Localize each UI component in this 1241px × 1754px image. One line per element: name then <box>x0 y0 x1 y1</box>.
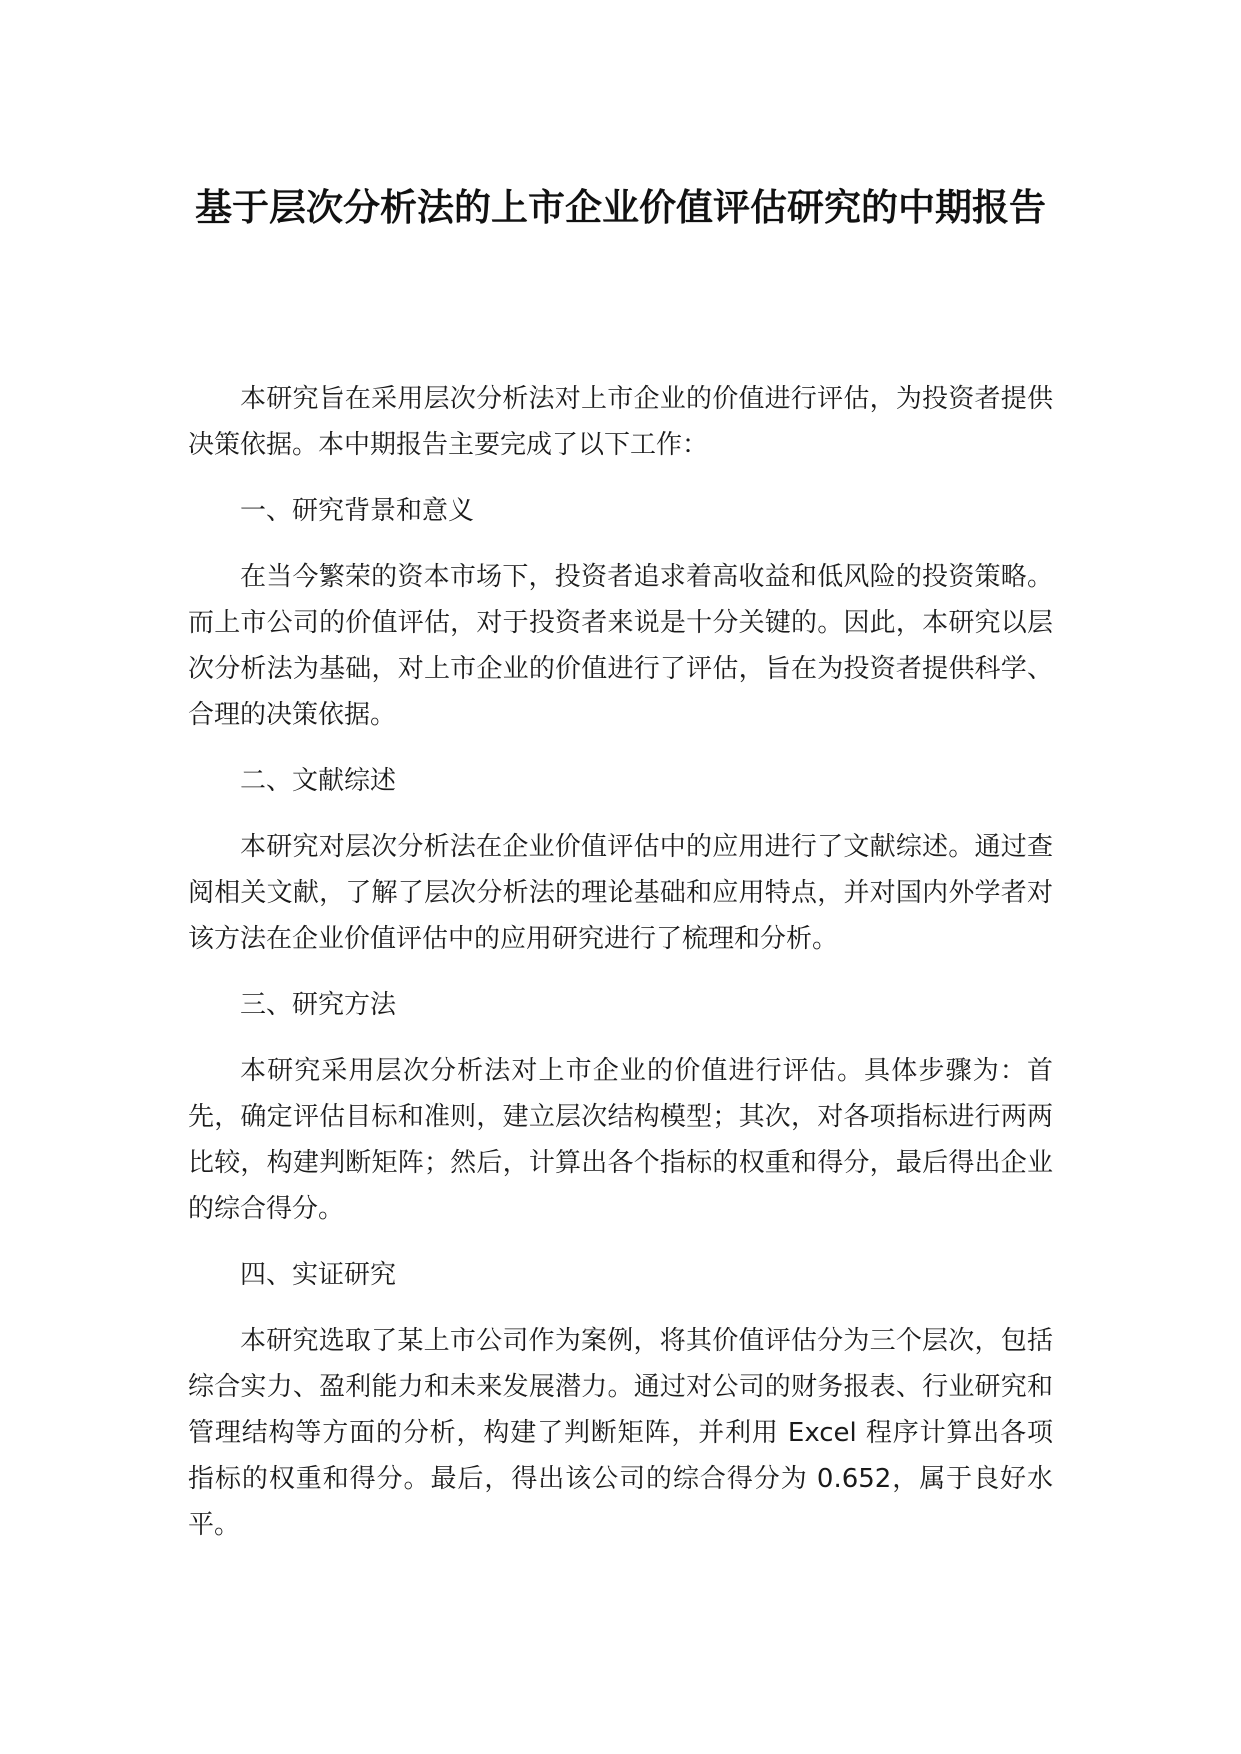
section-heading-background: 一、研究背景和意义 <box>240 496 475 526</box>
section-heading-methods: 三、研究方法 <box>240 990 397 1020</box>
section-heading-empirical: 四、实证研究 <box>240 1260 397 1290</box>
empirical-paragraph: 本研究选取了某上市公司作为案例，将其价值评估分为三个层次，包括综合实力、盈利能力和未来发展潜力。通过对公司的财务报表、行业研究和管理结构等方面的分析，构建了判断矩阵，并利用 Excel 程序计算出各项指标的权重和得分。最后，得出该公司的综合得分为 0.652，属于良好水平。 <box>188 1326 1053 1540</box>
literature-paragraph: 本研究对层次分析法在企业价值评估中的应用进行了文献综述。通过查阅相关文献，了解了层次分析法的理论基础和应用特点，并对国内外学者对该方法在企业价值评估中的应用研究进行了梳理和分析。 <box>188 832 1053 954</box>
background-paragraph: 在当今繁荣的资本市场下，投资者追求着高收益和低风险的投资策略。而上市公司的价值评估，对于投资者来说是十分关键的。因此，本研究以层次分析法为基础，对上市企业的价值进行了评估，旨在为投资者提供科学、合理的决策依据。 <box>188 562 1053 730</box>
methods-paragraph: 本研究采用层次分析法对上市企业的价值进行评估。具体步骤为：首先，确定评估目标和准则，建立层次结构模型；其次，对各项指标进行两两比较，构建判断矩阵；然后，计算出各个指标的权重和得分，最后得出企业的综合得分。 <box>188 1056 1053 1224</box>
intro-paragraph: 本研究旨在采用层次分析法对上市企业的价值进行评估，为投资者提供决策依据。本中期报告主要完成了以下工作： <box>188 384 1053 460</box>
section-heading-literature: 二、文献综述 <box>240 766 397 796</box>
document-title: 基于层次分析法的上市企业价值评估研究的中期报告 <box>195 186 1046 229</box>
document-body <box>188 376 1053 1568</box>
